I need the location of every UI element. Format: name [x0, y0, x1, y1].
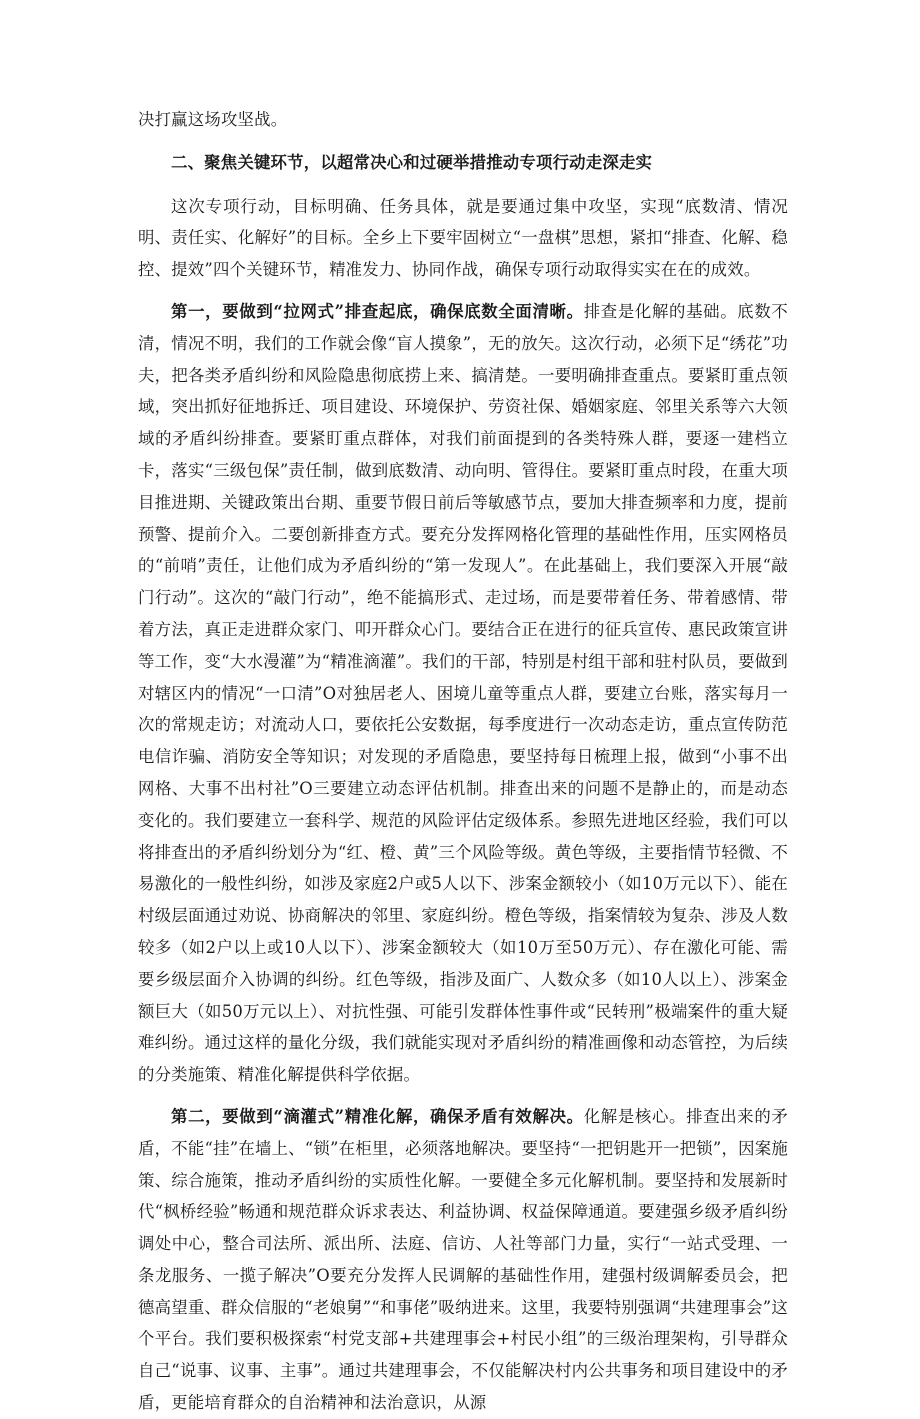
section-heading: 二、聚焦关键环节，以超常决心和过硬举措推动专项行动走深走实 [171, 152, 653, 172]
document-page [138, 104, 788, 1419]
point-one-body: 排查是化解的基础。底数不清，情况不明，我们的工作就会像“盲人摸象”，无的放矢。这次行动，必须下足“绣花”功夫，把各类矛盾纠纷和风险隐患彻底捞上来、搞清楚。一要明确排查重点。要紧盯重点领域，突出抓好征地拆迁、项目建设、环境保护、劳资社保、婚姻家庭、邻里关系等六大领域的矛盾纠纷排查。要紧盯重点群体，对我们前面提到的各类特殊人群，要逐一建档立卡，落实“三级包保”责任制，做到底数清、动向明、管得住。要紧盯重点时段，在重大项目推进期、关键政策出台期、重要节假日前后等敏感节点，要加大排查频率和力度，提前预警、提前介入。二要创新排查方式。要充分发挥网格化管理的基础性作用，压实网格员的“前哨”责任，让他们成为矛盾纠纷的“第一发现人”。在此基础上，我们要深入开展“敲门行动”。这次的“敲门行动”，绝不能搞形式、走过场，而是要带着任务、带着感情、带着方法，真正走进群众家门、叩开群众心门。要结合正在进行的征兵宣传、惠民政策宣讲等工作，变“大水漫灌”为“精准滴灌”。我们的干部，特别是村组干部和驻村队员，要做到对辖区内的情况“一口清”O对独居老人、困境儿童等重点人群，要建立台账，落实每月一次的常规走访；对流动人口，要依托公安数据，每季度进行一次动态走访，重点宣传防范电信诈骗、消防安全等知识；对发现的矛盾隐患，要坚持每日梳理上报，做到“小事不出网格、大事不出村社”O三要建立动态评估机制。排查出来的问题不是静止的，而是动态变化的。我们要建立一套科学、规范的风险评估定级体系。参照先进地区经验，我们可以将排查出的矛盾纠纷划分为“红、橙、黄”三个风险等级。黄色等级，主要指情节轻微、不易激化的一般性纠纷，如涉及家庭2户或5人以下、涉案金额较小（如10万元以下）、能在村级层面通过劝说、协商解决的邻里、家庭纠纷。橙色等级，指案情较为复杂、涉及人数较多（如2户以上或10人以下）、涉案金额较大（如10万至50万元）、存在激化可能、需要乡级层面介入协调的纠纷。红色等级，指涉及面广、人数众多（如10人以上）、涉案金额巨大（如50万元以上）、对抗性强、可能引发群体性事件或“民转刑”极端案件的重大疑难纠纷。通过这样的量化分级，我们就能实现对矛盾纠纷的精准画像和动态管控，为后续的分类施策、精准化解提供科学依据。 [138, 301, 788, 1085]
point-two-lead: 第二，要做到“滴灌式”精准化解，确保矛盾有效解决。 [171, 1106, 584, 1126]
intro-tail-paragraph: 决打赢这场攻坚战。 [138, 110, 288, 129]
point-one-lead: 第一，要做到“拉网式”排查起底，确保底数全面清晰。 [171, 301, 584, 321]
overview-paragraph: 这次专项行动，目标明确、任务具体，就是要通过集中攻坚，实现“底数清、情况明、责任实、化解好”的目标。全乡上下要牢固树立“一盘棋”思想，紧扣“排查、化解、稳控、提效”四个关键环节，精准发力、协同作战，确保专项行动取得实实在在的成效。 [138, 196, 788, 280]
point-two-body: 化解是核心。排查出来的矛盾，不能“挂”在墙上、“锁”在柜里，必须落地解决。要坚持“一把钥匙开一把锁”，因案施策、综合施策，推动矛盾纠纷的实质性化解。一要健全多元化解机制。要坚持和发展新时代“枫桥经验”畅通和规范群众诉求表达、利益协调、权益保障通道。要建强乡级矛盾纠纷调处中心，整合司法所、派出所、法庭、信访、人社等部门力量，实行“一站式受理、一条龙服务、一揽子解决”O要充分发挥人民调解的基础性作用，建强村级调解委员会，把德高望重、群众信服的“老娘舅”“和事佬”吸纳进来。这里，我要特别强调“共建理事会”这个平台。我们要积极探索“村党支部+共建理事会+村民小组”的三级治理架构，引导群众自己“说事、议事、主事”。通过共建理事会，不仅能解决村内公共事务和项目建设中的矛盾，更能培育群众的自治精神和法治意识，从源 [138, 1106, 788, 1413]
point-two-paragraph [138, 1101, 788, 1419]
point-one-paragraph [138, 296, 788, 1091]
